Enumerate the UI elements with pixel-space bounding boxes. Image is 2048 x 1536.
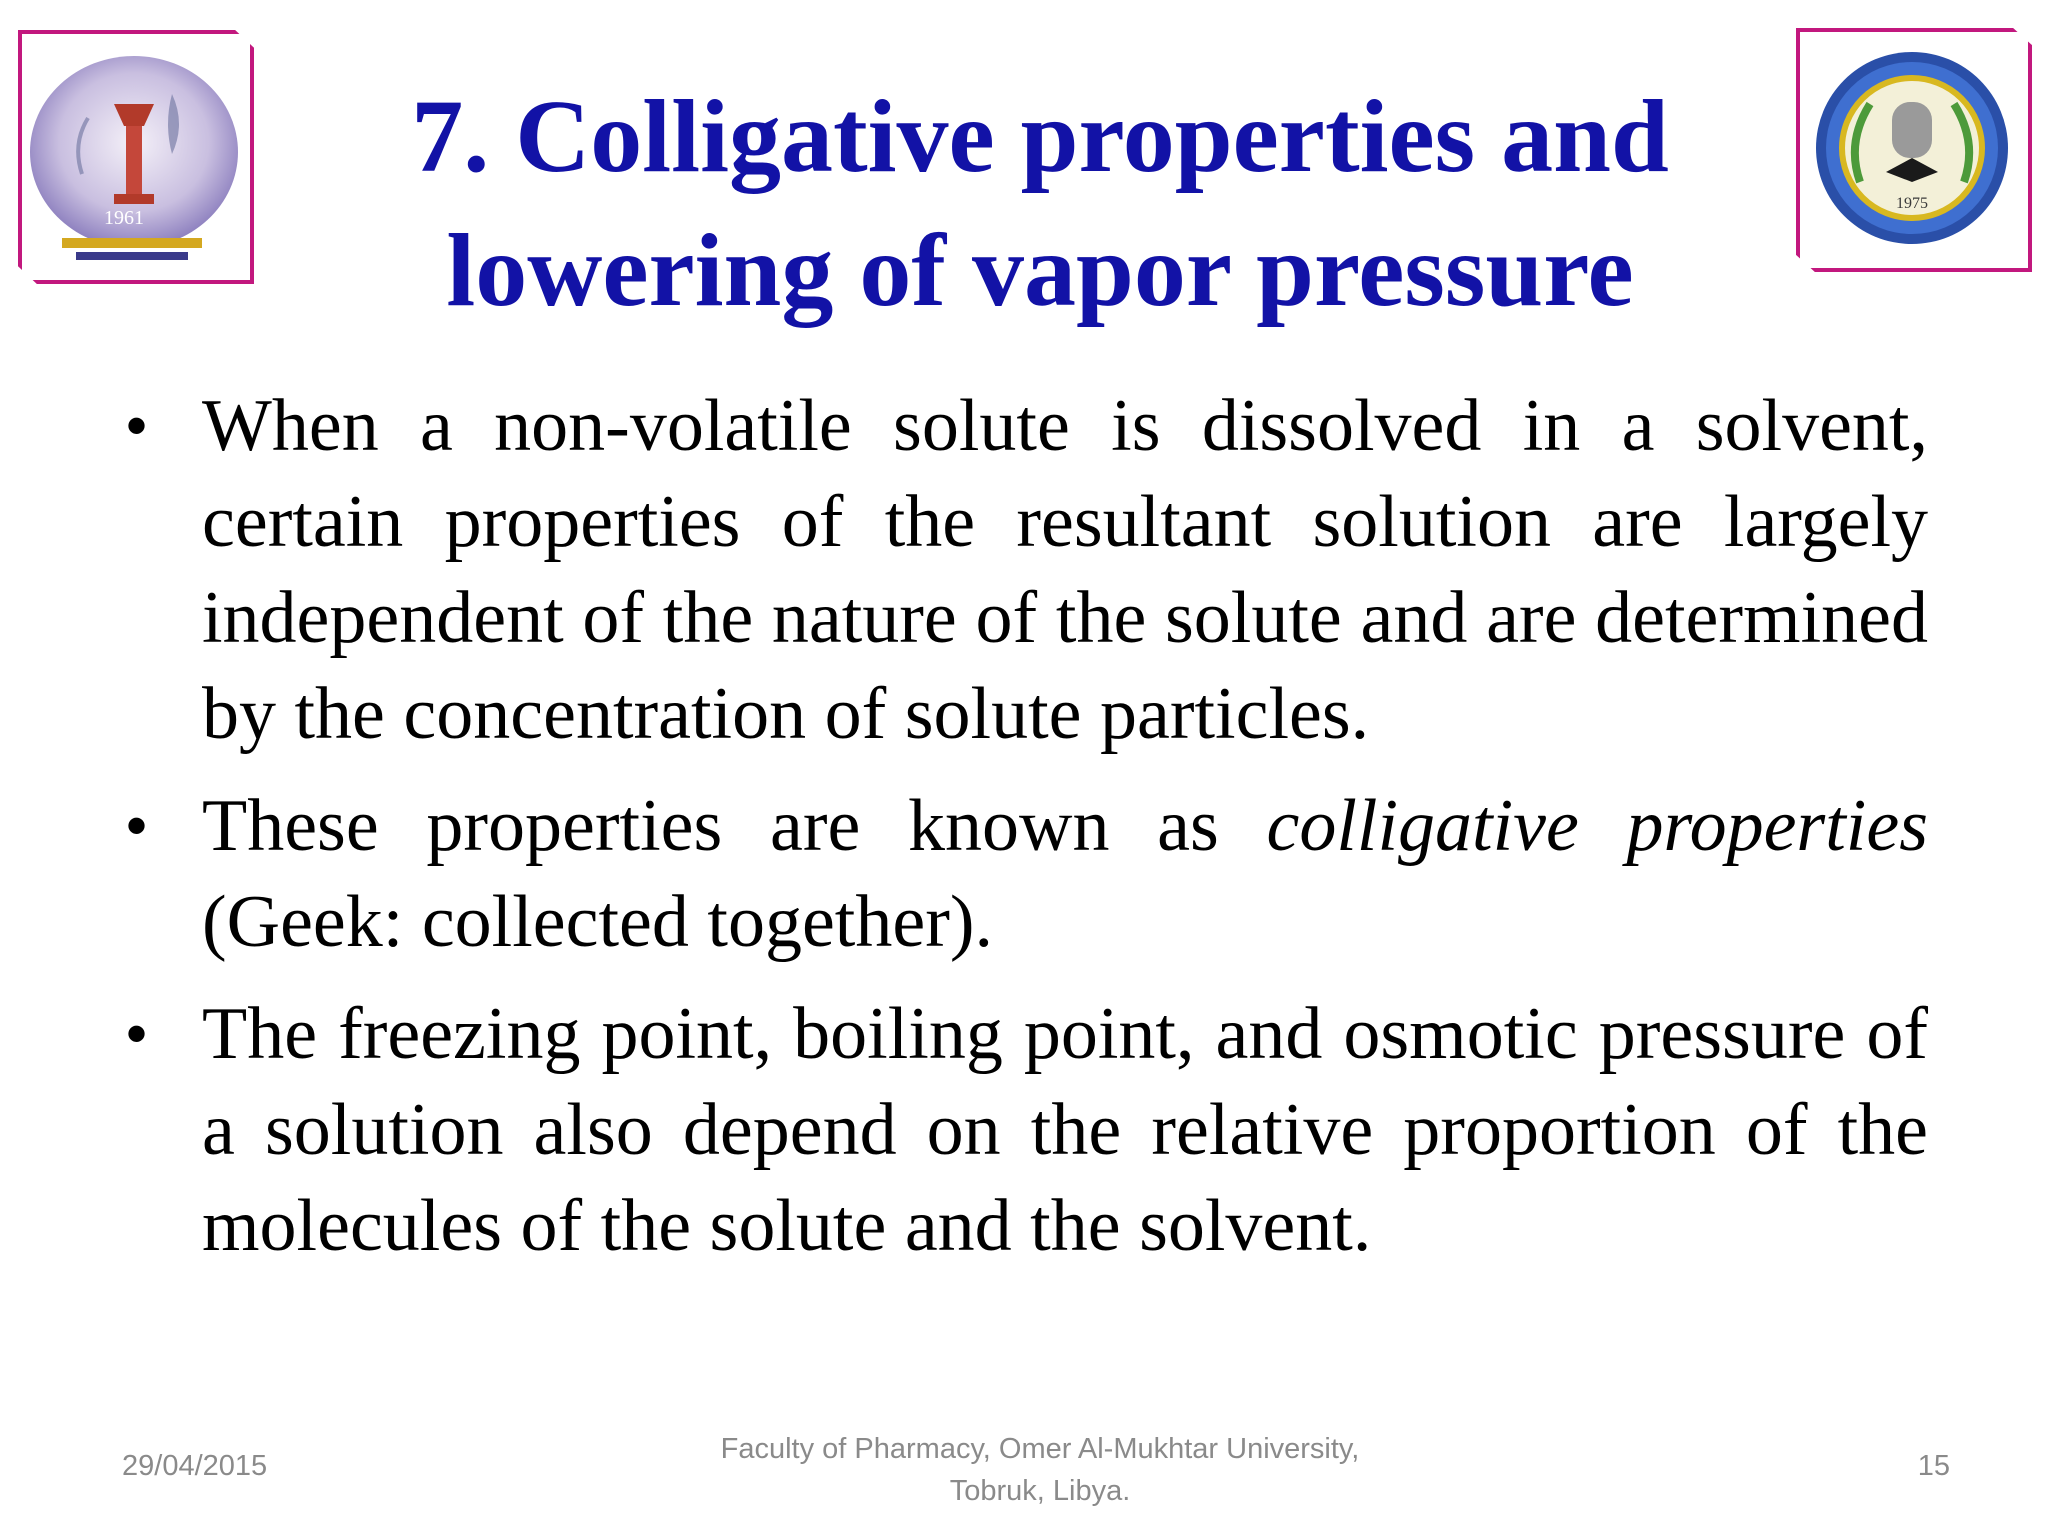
bullet-icon: •	[126, 792, 148, 859]
title-line-2: lowering of vapor pressure	[446, 213, 1634, 328]
bullet-text-start: These properties are known as	[202, 785, 1267, 867]
left-logo-year: 1961	[104, 207, 144, 229]
title-line-1: 7. Colligative properties and	[411, 79, 1669, 194]
bullet-item	[120, 778, 1928, 970]
faculty-emblem-icon	[22, 34, 250, 280]
bullet-text-end: (Geek: collected together).	[202, 881, 993, 963]
footer-institution-line-1: Faculty of Pharmacy, Omer Al-Mukhtar University,	[720, 1433, 1360, 1465]
slide-body	[120, 378, 1928, 1290]
footer-institution-line-2: Tobruk, Libya.	[949, 1475, 1131, 1507]
footer-institution	[640, 1428, 1440, 1512]
university-seal-icon	[1800, 32, 2028, 268]
bullet-text-italic: colligative properties	[1266, 785, 1928, 867]
slide-title	[300, 70, 1780, 338]
university-logo	[1796, 28, 2032, 272]
page-number: 15	[1917, 1450, 1950, 1482]
bullet-text: When a non-volatile solute is dissolved in a solvent, certain properties of the resultant solution are largely independent of the nature of the solute and are determined by the concentration of solute particles.	[202, 385, 1928, 755]
bullet-icon: •	[126, 392, 148, 459]
right-logo-year: 1975	[1896, 195, 1928, 212]
footer-date: 29/04/2015	[122, 1450, 268, 1482]
bullet-item	[120, 378, 1928, 762]
bullet-list	[120, 378, 1928, 1274]
bullet-item	[120, 986, 1928, 1274]
faculty-logo	[18, 30, 254, 284]
bullet-text: The freezing point, boiling point, and osmotic pressure of a solution also depend on the relative proportion of the molecules of the solute and the solvent.	[202, 993, 1928, 1267]
bullet-icon: •	[126, 1000, 148, 1067]
